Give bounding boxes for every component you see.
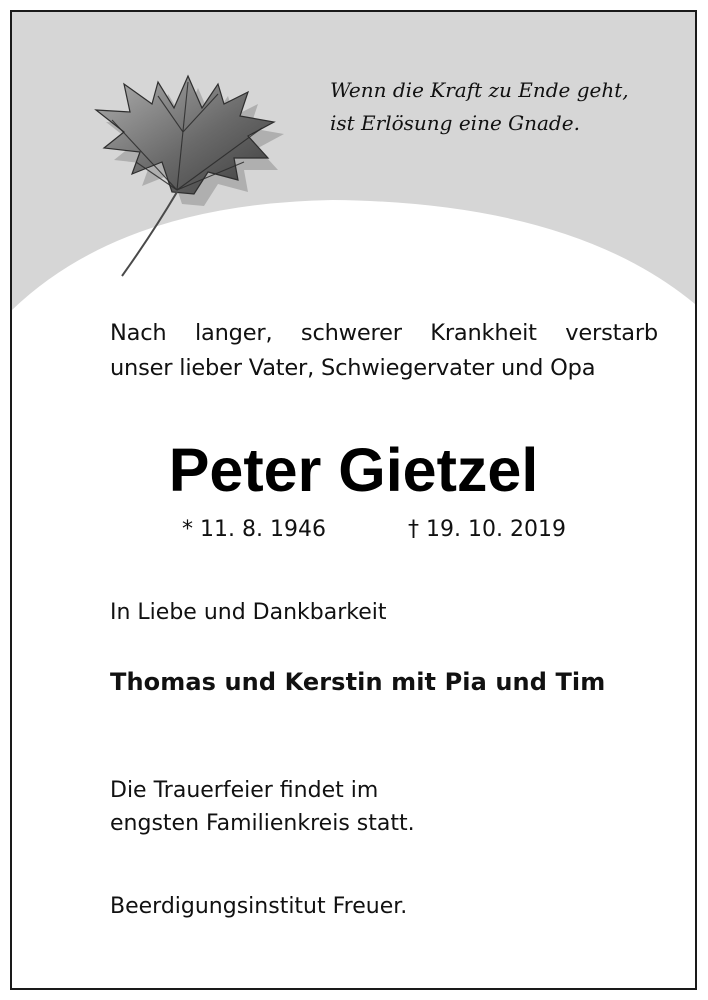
- intro-word: verstarb: [565, 320, 658, 346]
- intro-line-1: [110, 316, 658, 351]
- intro-word: Nach: [110, 320, 167, 346]
- quote: [330, 74, 670, 140]
- intro-word: schwerer: [300, 320, 402, 346]
- quote-line-2: ist Erlösung eine Gnade.: [330, 111, 580, 135]
- birth-date: * 11. 8. 1946: [182, 517, 326, 542]
- mourners-intro: In Liebe und Dankbarkeit: [110, 600, 387, 625]
- ceremony-line-2: engsten Familienkreis statt.: [110, 811, 415, 836]
- quote-line-1: Wenn die Kraft zu Ende geht,: [330, 78, 629, 102]
- header-band: [12, 12, 695, 332]
- deceased-name: Peter Gietzel: [168, 436, 539, 504]
- header-background: [12, 12, 695, 332]
- ceremony-note: [110, 774, 415, 840]
- intro-word: langer,: [194, 320, 273, 346]
- intro-word: Krankheit: [430, 320, 537, 346]
- intro-text: [110, 316, 658, 386]
- obituary-card: [10, 10, 697, 990]
- mourners-names: Thomas und Kerstin mit Pia und Tim: [110, 668, 606, 696]
- ceremony-line-1: Die Trauerfeier findet im: [110, 778, 379, 803]
- death-date: † 19. 10. 2019: [408, 517, 566, 542]
- funeral-institute: Beerdigungsinstitut Freuer.: [110, 894, 408, 919]
- intro-line-2: unser lieber Vater, Schwiegervater und Opa: [110, 355, 596, 381]
